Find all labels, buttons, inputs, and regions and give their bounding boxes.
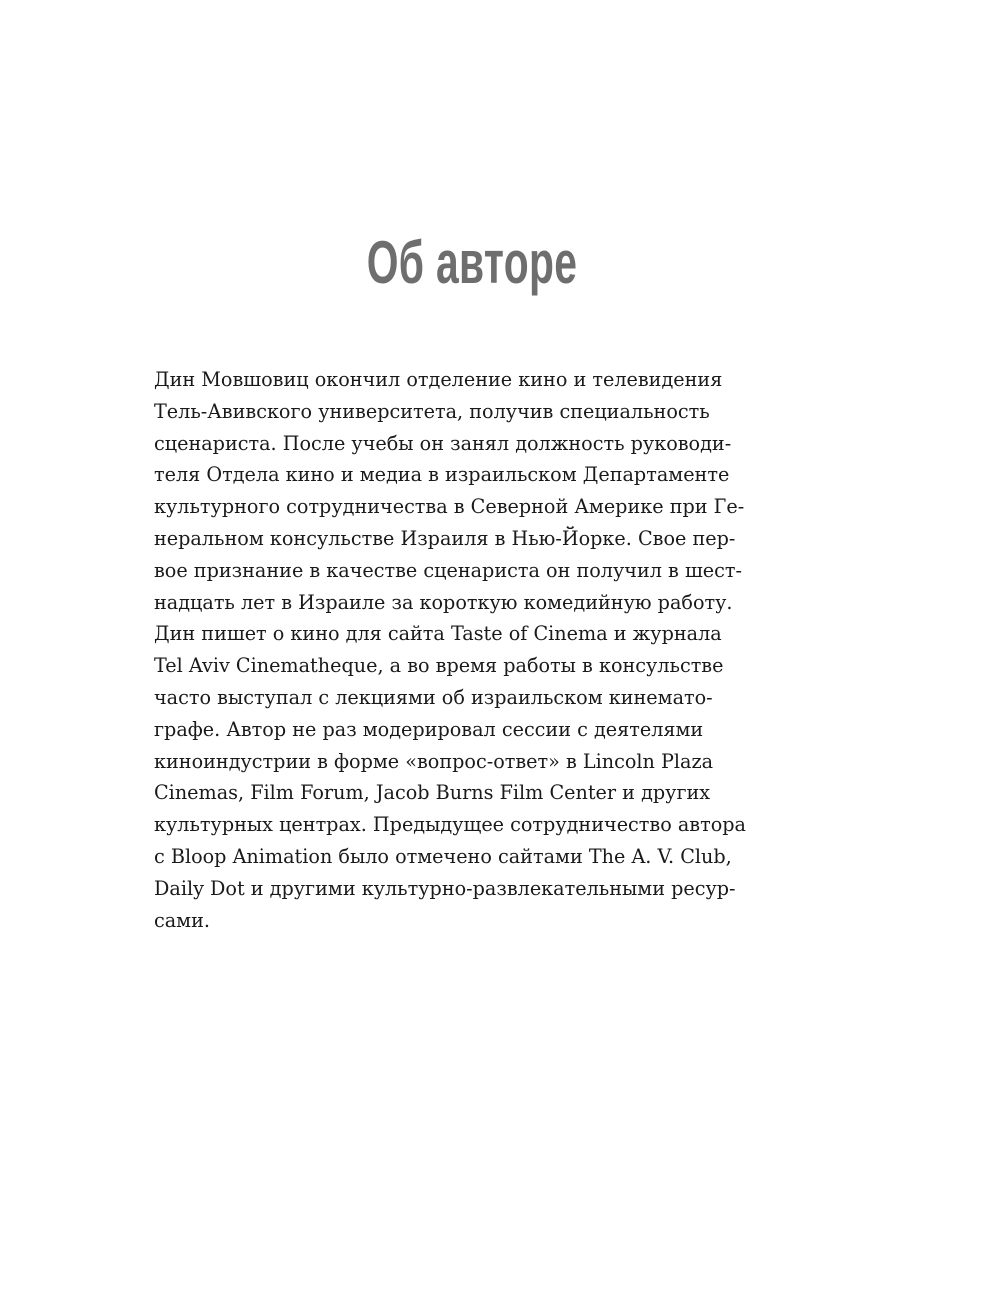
text-line: неральном консульстве Израиля в Нью-Йорке. Свое пер- [154,526,736,550]
text-line: Daily Dot и другими культурно-развлекательными ресур- [154,876,736,900]
text-line: Дин пишет о кино для сайта Taste of Cinema и журнала [154,622,722,646]
text-line: Тель-Авивского университета, получив специальность [154,399,710,423]
page-title: Об авторе [366,229,578,296]
text-line: культурного сотрудничества в Северной Америке при Ге- [154,495,745,519]
author-bio-paragraph [154,364,834,936]
text-line: киноиндустрии в форме «вопрос-ответ» в Lincoln Plaza [154,749,714,773]
text-line: культурных центрах. Предыдущее сотрудничество автора [154,813,746,837]
text-line: надцать лет в Израиле за короткую комедийную работу. [154,590,733,614]
text-line: Cinemas, Film Forum, Jacob Burns Film Center и других [154,781,711,805]
text-line: Tel Aviv Cinematheque, а во время работы в консульстве [154,654,724,678]
text-line: теля Отдела кино и медиа в израильском Департаменте [154,463,730,487]
text-line: сценариста. После учебы он занял должность руководи- [154,431,732,455]
text-line: сами. [154,908,210,932]
text-line: с Bloop Animation было отмечено сайтами The A. V. Club, [154,844,732,868]
text-line: графе. Автор не раз модерировал сессии с деятелями [154,717,704,741]
text-line: вое признание в качестве сценариста он получил в шест- [154,558,742,582]
text-line: Дин Мовшовиц окончил отделение кино и телевидения [154,368,723,391]
text-line: часто выступал с лекциями об израильском кинемато- [154,685,713,709]
